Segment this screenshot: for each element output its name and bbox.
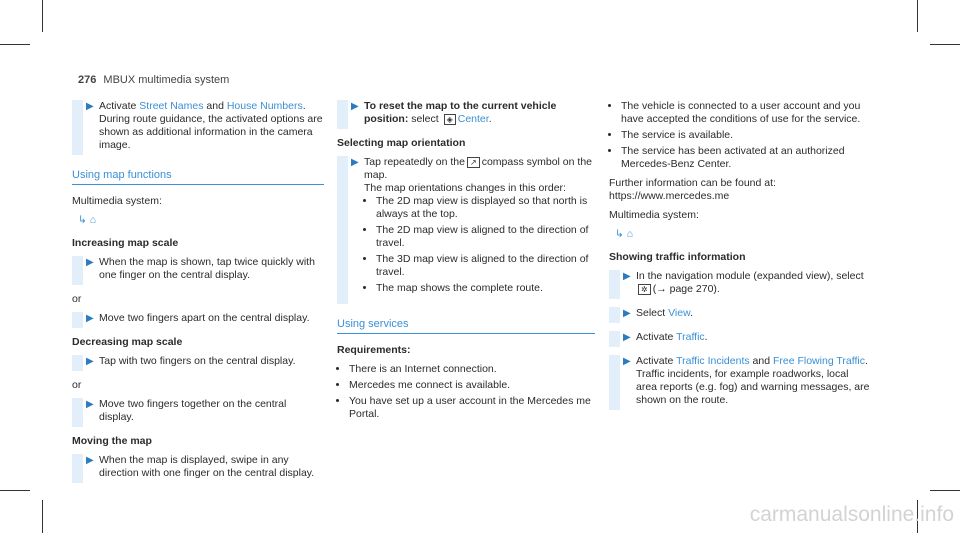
step-text: Tap with two fingers on the central display.	[99, 355, 296, 367]
multimedia-label: Multimedia system:	[72, 195, 162, 207]
street-names-link[interactable]: Street Names	[139, 100, 204, 112]
heading-move: Moving the map	[72, 435, 152, 447]
orientation-list	[364, 195, 595, 295]
step	[609, 331, 871, 347]
heading-orientation: Selecting map orientation	[337, 137, 466, 149]
column-1	[72, 100, 324, 491]
further-info: Further information can be found at: https://www.mercedes.me	[609, 177, 776, 202]
heading-traffic: Showing traffic information	[609, 251, 746, 263]
list-item: • The 3D map view is aligned to the direction of travel.	[376, 253, 595, 279]
or-text: or	[72, 293, 82, 305]
step-text: Select View.	[636, 307, 694, 319]
center-link[interactable]: Center	[457, 113, 489, 125]
crop-mark	[42, 500, 43, 533]
nav-path	[78, 214, 324, 227]
page-title: MBUX multimedia system	[103, 74, 230, 86]
page-number: 276	[78, 74, 97, 86]
step	[72, 312, 324, 328]
or-text: or	[72, 379, 82, 391]
home-icon[interactable]: ⌂	[626, 228, 634, 240]
list-item: • The 2D map view is aligned to the direction of travel.	[376, 224, 595, 250]
requirements-list	[337, 363, 595, 421]
house-numbers-link[interactable]: House Numbers	[226, 100, 303, 112]
arrow-icon: ▶	[86, 455, 94, 466]
crop-mark	[917, 0, 918, 32]
heading-decrease: Decreasing map scale	[72, 336, 183, 348]
step-reset-map	[337, 100, 595, 129]
requirements-label: Requirements:	[337, 344, 411, 356]
view-link[interactable]: View	[668, 307, 691, 319]
list-item: • The map shows the complete route.	[376, 282, 595, 295]
list-item: • You have set up a user account in the Mercedes me Portal.	[349, 395, 595, 421]
traffic-incidents-link[interactable]: Traffic Incidents	[676, 355, 750, 367]
column-2	[337, 100, 595, 427]
step-text: Move two fingers apart on the central display.	[99, 312, 310, 324]
arrow-icon: ▶	[351, 157, 359, 168]
arrow-icon: ▶	[623, 308, 631, 319]
step-text: When the map is shown, tap twice quickly with one finger on the central display.	[99, 256, 315, 281]
step	[72, 355, 324, 371]
section-title: Using map functions	[72, 169, 324, 185]
free-flowing-traffic-link[interactable]: Free Flowing Traffic	[772, 355, 865, 367]
step	[72, 256, 324, 285]
step	[609, 307, 871, 323]
list-item: • The service is available.	[621, 129, 871, 142]
column-3	[609, 100, 871, 418]
step-orientation	[337, 156, 595, 304]
step	[609, 355, 871, 410]
arrow-icon: ▶	[86, 313, 94, 324]
nav-path	[615, 228, 871, 241]
arrow-icon: ▶	[623, 271, 631, 282]
list-item: • The 2D map view is displayed so that north is always at the top.	[376, 195, 595, 221]
step-description: During route guidance, the activated options are shown as additional information in the camera image.	[99, 113, 323, 151]
step	[609, 270, 871, 299]
heading-increase: Increasing map scale	[72, 237, 179, 249]
home-icon[interactable]: ⌂	[89, 214, 97, 226]
step-text: Activate Street Names and House Numbers.	[99, 100, 306, 112]
step-text: When the map is displayed, swipe in any direction with one finger on the central display.	[99, 454, 315, 479]
step-text: Tap repeatedly on the ↗ compass symbol on the map.	[364, 156, 593, 181]
step-text: To reset the map to the current vehicle position: select ◈ Center.	[364, 100, 557, 125]
step-activate-names	[72, 100, 324, 155]
traffic-link[interactable]: Traffic	[676, 331, 705, 343]
arrow-icon: ▶	[351, 101, 359, 112]
arrow-icon: ▶	[623, 356, 631, 367]
multimedia-label: Multimedia system:	[609, 209, 699, 221]
step	[72, 454, 324, 483]
step-text: Activate Traffic Incidents and Free Flowing Traffic.	[636, 355, 868, 367]
step	[72, 398, 324, 427]
crop-mark	[0, 44, 30, 45]
return-arrow-icon: ↳	[78, 214, 87, 226]
step-text: Move two fingers together on the central display.	[99, 398, 287, 423]
step-description: The map orientations changes in this order:	[364, 182, 566, 194]
list-item: • The vehicle is connected to a user account and you have accepted the conditions of use for the service.	[621, 100, 871, 126]
list-item: • Mercedes me connect is available.	[349, 379, 595, 392]
arrow-icon: ▶	[623, 332, 631, 343]
arrow-icon: ▶	[86, 356, 94, 367]
step-text: In the navigation module (expanded view), select✲ (→ page 270).	[636, 270, 864, 295]
list-item: • The service has been activated at an authorized Mercedes-Benz Center.	[621, 145, 871, 171]
step-text: Activate Traffic.	[636, 331, 708, 343]
arrow-icon: ▶	[86, 257, 94, 268]
crop-mark	[930, 44, 960, 45]
center-icon: ◈	[444, 114, 456, 125]
step-description: Traffic incidents, for example roadworks, local area reports (e.g. fog) and warning messages, are shown on the route.	[636, 368, 870, 406]
crop-mark	[0, 490, 30, 491]
requirements-list-cont	[609, 100, 871, 171]
watermark: carmanualsonline.info	[749, 503, 954, 526]
crop-mark	[930, 490, 960, 491]
list-item: • There is an Internet connection.	[349, 363, 595, 376]
crop-mark	[42, 0, 43, 32]
section-title: Using services	[337, 318, 595, 334]
arrow-icon: ▶	[86, 101, 94, 112]
return-arrow-icon: ↳	[615, 228, 624, 240]
page-header	[78, 74, 229, 86]
compass-icon: ↗	[467, 157, 480, 168]
settings-icon: ✲	[638, 284, 651, 295]
arrow-icon: ▶	[86, 399, 94, 410]
